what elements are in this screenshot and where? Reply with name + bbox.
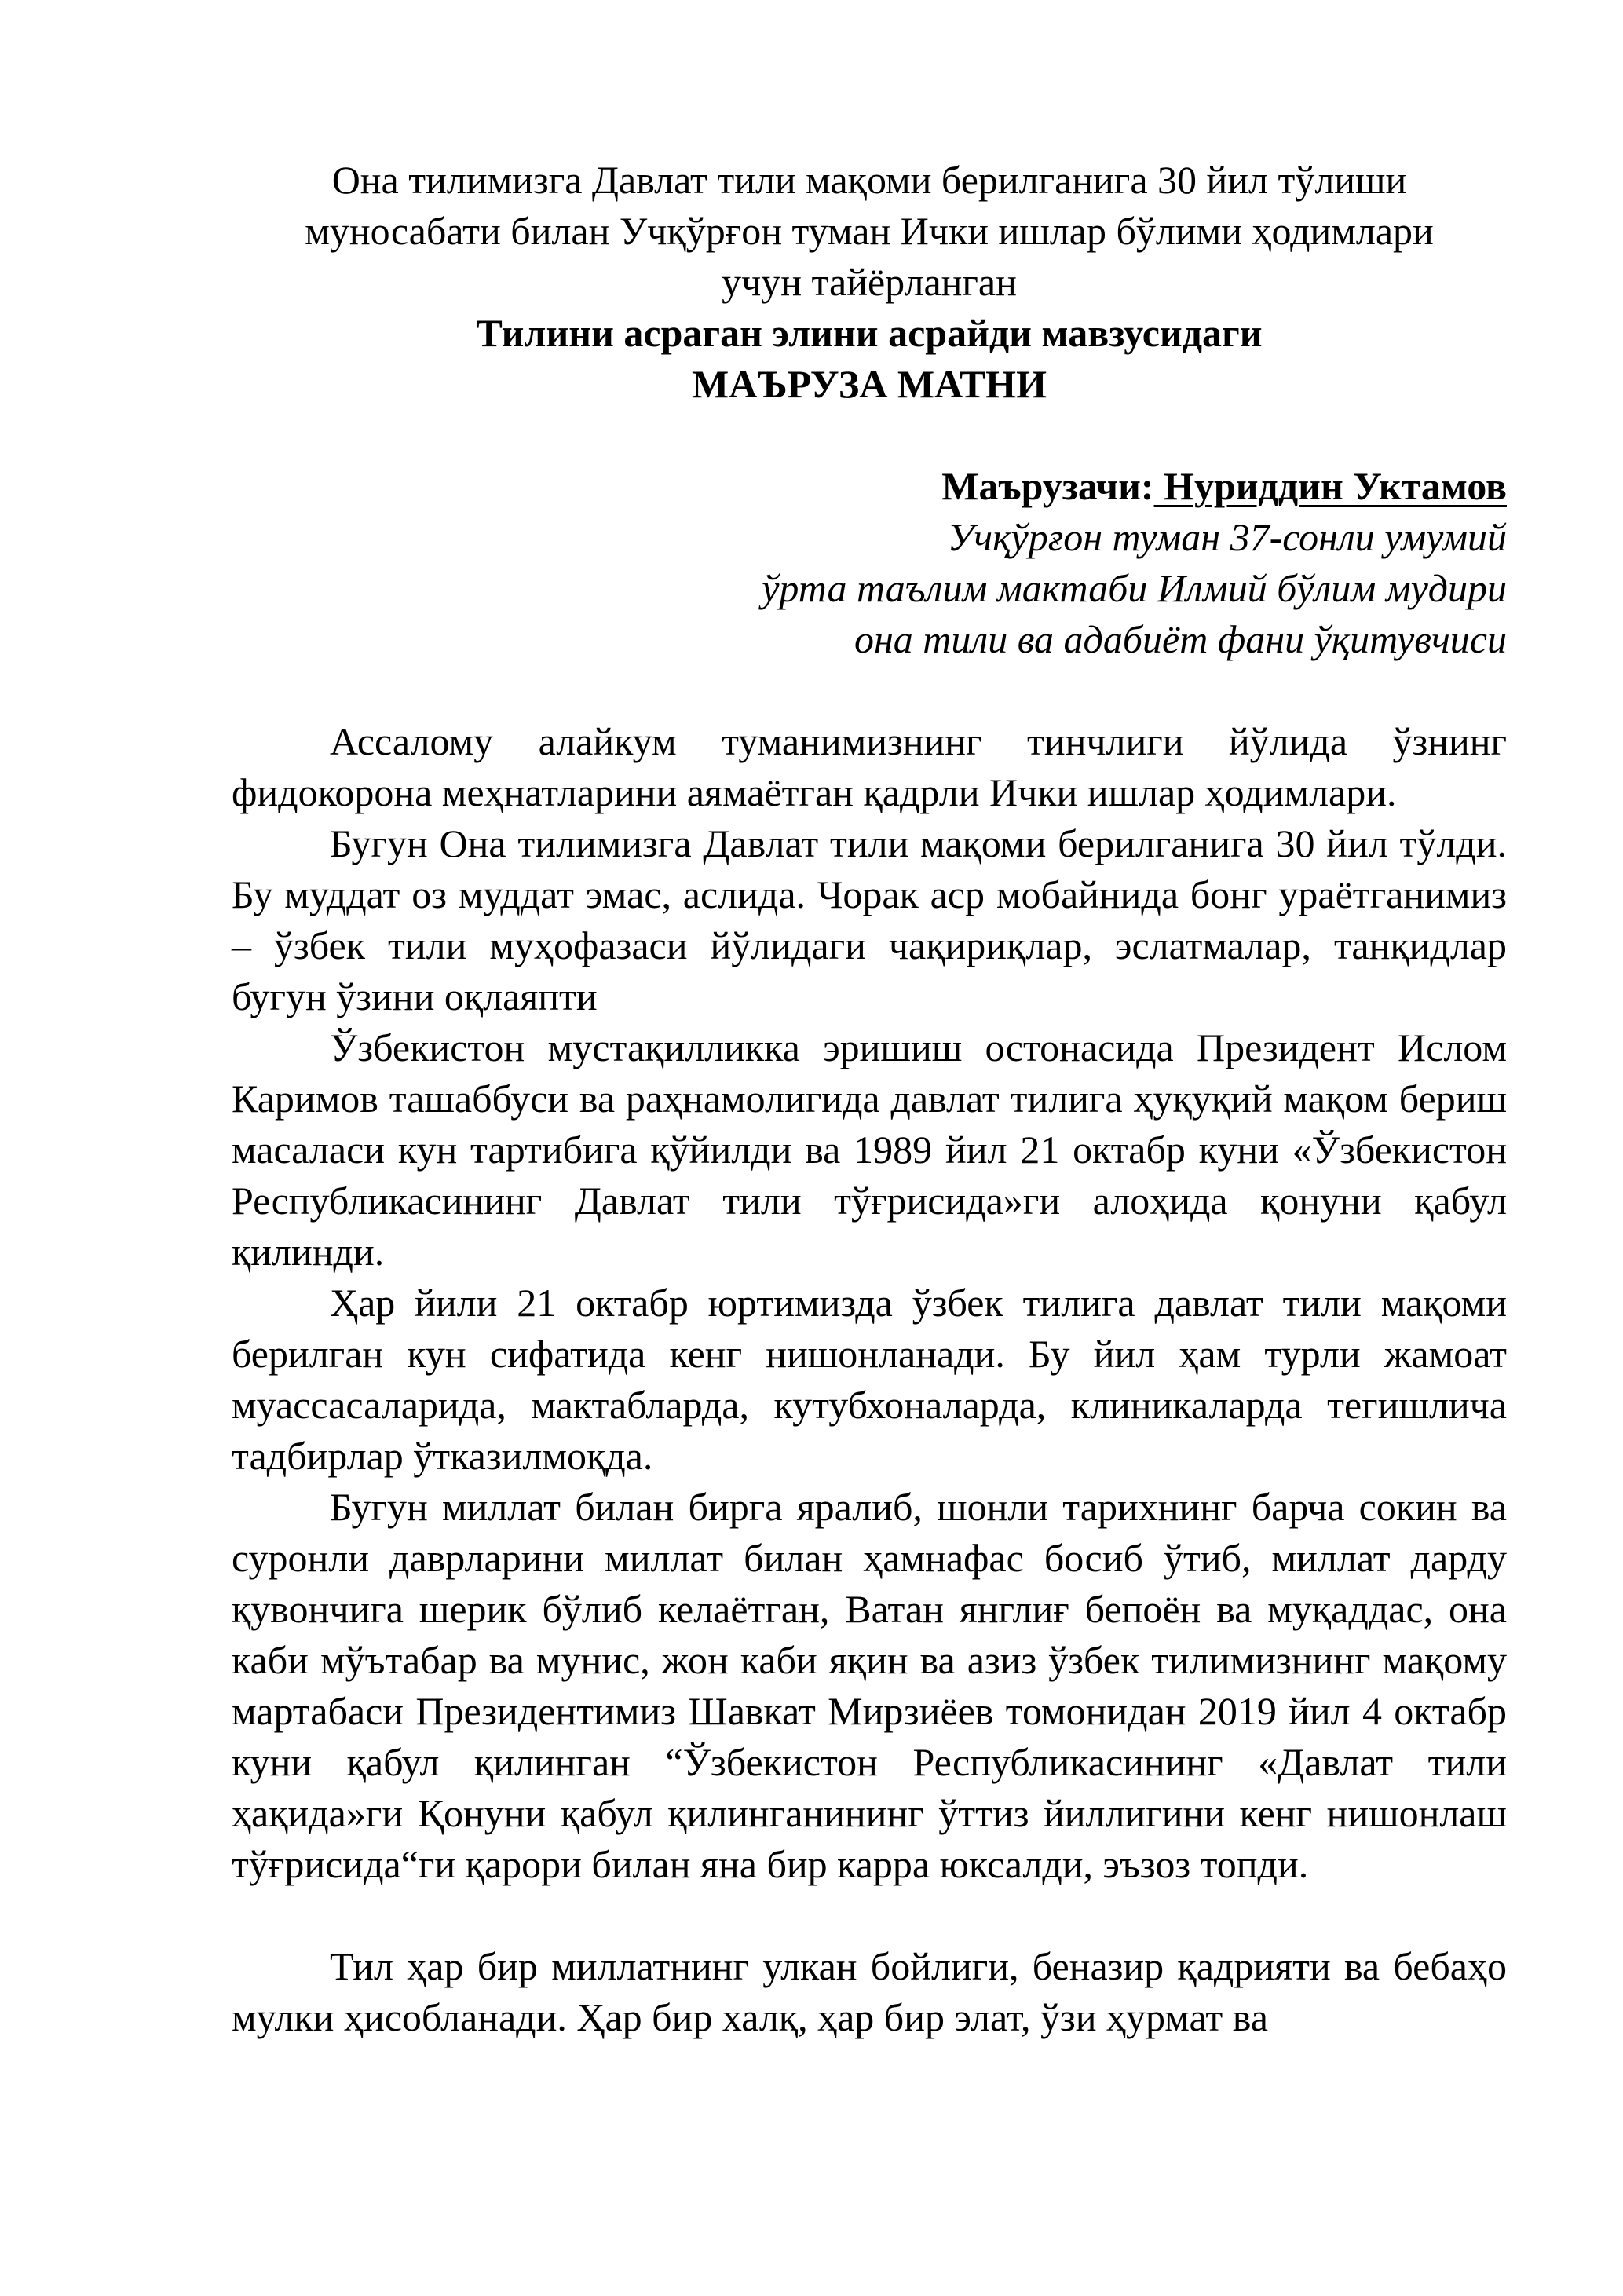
byline-line-1: Учқўрғон туман 37-сонли умумий [947,515,1507,559]
byline [232,461,1507,665]
paragraph-october-21: Ҳар йили 21 октабр юртимизда ўзбек тилига давлат тили мақоми берилган кун сифатида кенг нишонланади. Бу йил ҳам турли жамоат муассасаларида, мактабларда, кутубхоналарда, клиникаларда тегишлича тадбирлар ўтказилмоқда. [232,1281,1507,1478]
title-doctype-line: МАЪРУЗА МАТНИ [692,362,1047,406]
byline-line-3: она тили ва адабиёт фани ўқитувчиси [854,617,1507,661]
paragraph-anniversary: Бугун Она тилимизга Давлат тили мақоми берилганига 30 йил тўлди. Бу муддат оз муддат эмас, аслида. Чорак аср мобайнида бонг ураётганимиз – ўзбек тили муҳофазаси йўлидаги чақириқлар, эслатмалар, танқидлар бугун ўзини оқлаяпти [232,821,1507,1018]
title-theme-line: Тилини асраган элини асрайди мавзусидаги [476,311,1263,355]
paragraph-2019-decree: Бугун миллат билан бирга яралиб, шонли тарихнинг барча сокин ва суронли даврларини миллат билан ҳамнафас босиб ўтиб, миллат дарду қувончига шерик бўлиб келаётган, Ватан янглиғ бепоён ва муқаддас, она каби мўътабар ва мунис, жон каби яқин ва азиз ўзбек тилимизнинг мақому мартабаси Президентимиз Шавкат Мирзиёев томонидан 2019 йил 4 октабр куни қабул қилинган “Ўзбекистон Республикасининг «Давлат тили ҳақида»ги Қонуни қабул қилинганининг ўттиз йиллигини кенг нишонлаш тўғрисида“ги қарори билан яна бир карра юксалди, эъзоз топди. [232,1485,1507,1886]
paragraph-greeting: Ассалому алайкум туманимизнинг тинчлиги йўлида ўзнинг фидокорона меҳнатларини аямаётган қадрли Ички ишлар ҳодимлари. [232,719,1507,814]
title-line-3: учун тайёрланган [722,260,1017,304]
document-body [232,716,1507,2043]
title-line-2: муносабати билан Учқўрғон туман Ички ишлар бўлими ҳодимлари [305,209,1434,253]
paragraph-language-wealth: Тил ҳар бир миллатнинг улкан бойлиги, беназир қадрияти ва бебаҳо мулки ҳисобланади. Ҳар бир халқ, ҳар бир элат, ўзи ҳурмат ва [232,1944,1507,2039]
document-title [232,155,1507,410]
presenter-name-text: Нуриддин Уктамов [1164,464,1507,508]
presenter-label: Маърузачи: [941,464,1154,508]
byline-line-2: ўрта таълим мактаби Илмий бўлим мудири [762,566,1507,610]
title-line-1: Она тилимизга Давлат тили мақоми берилганига 30 йил тўлиши [331,158,1407,202]
presenter-line [232,461,1507,512]
paragraph-1989-law: Ўзбекистон мустақилликка эришиш остонасида Президент Ислом Каримов ташаббуси ва раҳнамолигида давлат тилига ҳуқуқий мақом бериш масаласи кун тартибига қўйилди ва 1989 йил 21 октабр куни «Ўзбекистон Республикасининг Давлат тили тўғрисида»ги алоҳида қонуни қабул қилинди. [232,1026,1507,1274]
presenter-name [1154,464,1507,508]
